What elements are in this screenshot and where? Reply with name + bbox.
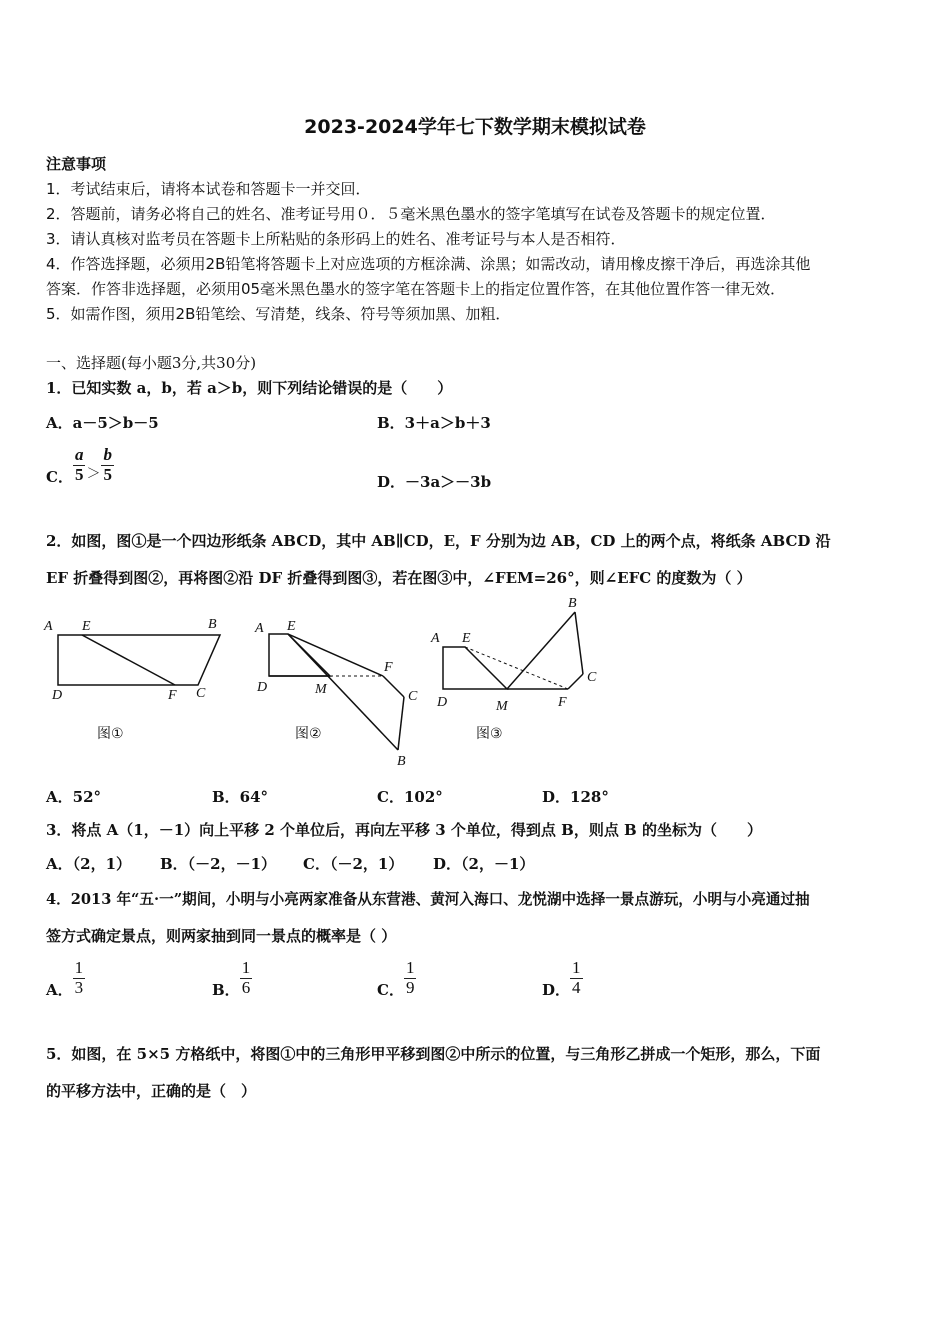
q1-option-a: A．a－5＞b－5 [46,414,159,432]
greater-than-sign: ＞ [86,465,101,482]
unfolded-part [443,647,507,689]
fraction-denominator: 6 [241,978,251,997]
page-title: 2023-2024学年七下数学期末模拟试卷 [304,116,646,138]
label-c: C [196,686,206,701]
q4-option-a [46,957,85,1000]
label-c: C [408,689,418,704]
fraction [73,446,86,484]
q1-option-b: B．3＋a＞b＋3 [377,414,491,432]
edge-cb [398,697,404,750]
dashed-ef [465,647,568,689]
label-f: F [558,695,567,710]
q4-option-d [542,957,583,1000]
label-a: A [44,619,53,634]
notice-item: 2．答题前，请务必将自己的姓名、准考证号用０．５毫米黑色墨水的签字笔填写在试卷及答题卡的规定位置． [46,205,776,223]
label-a: A [431,631,440,646]
fraction-denominator: 4 [572,978,581,997]
figure-caption: 图① [97,726,124,742]
option-label: C． [377,981,404,999]
option-label: B． [212,981,240,999]
q3-option-a: A．（2，1） [46,855,132,873]
section-heading: 一、选择题(每小题3分,共30分) [46,354,257,372]
q4-option-b [212,957,252,1000]
fraction-denominator: 9 [405,978,415,997]
label-a: A [255,621,264,636]
figure-2 [254,619,418,769]
label-f: F [384,660,393,675]
notice-item: 1．考试结束后，请将本试卷和答题卡一并交回． [46,180,371,198]
label-d: D [52,688,63,703]
quadrilateral-abcd [58,635,220,685]
edge-cf [568,674,583,689]
notice-item: 4．作答选择题，必须用2B铅笔将答题卡上对应选项的方框涂满、涂黑；如需改动，请用橡皮擦干净后，再选涂其他 [46,255,811,273]
fold-line-ef [82,635,175,685]
figure-1 [43,617,220,742]
edge-fc [383,676,404,697]
fraction [101,446,114,484]
q3-option-b: B．（－2，－1） [160,855,277,873]
notice-heading: 注意事项 [46,155,107,173]
q3-option-d: D．（2，－1） [433,855,535,873]
question-1-stem: 1．已知实数 a，b，若 a＞b，则下列结论错误的是（ ） [46,379,453,397]
fraction-denominator: 5 [103,465,112,484]
fraction [73,959,86,997]
edge-mb [507,612,575,689]
q2-option-a: A．52° [46,788,102,806]
question-5-line: 的平移方法中，正确的是（ ） [46,1082,257,1100]
label-d: D [437,695,448,710]
q2-option-c: C．102° [377,788,443,806]
figure-caption: 图③ [476,726,503,742]
question-2-line: EF 折叠得到图②，再将图②沿 DF 折叠得到图③，若在图③中，∠FEM=26°，则∠EFC 的度数为（ ） [46,569,752,587]
question-4-line: 4．2013 年“五·一”期间，小明与小亮两家准备从东营港、黄河入海口、龙悦湖中选择一景点游玩，小明与小亮通过抽 [46,891,810,908]
label-d: D [257,680,268,695]
option-label: D． [542,981,571,999]
question-4-line: 签方式确定景点，则两家抽到同一景点的概率是（ ） [46,927,397,945]
label-e: E [462,631,471,646]
label-b: B [568,596,577,611]
q3-option-c: C．（－2，1） [303,855,404,873]
q4-option-c [377,957,416,1000]
label-e: E [82,619,91,634]
q2-option-b: B．64° [212,788,269,806]
q1-option-d: D．－3a＞－3b [377,473,492,491]
question-3-stem: 3．将点 A（1，－1）向上平移 2 个单位后，再向左平移 3 个单位，得到点 B，则点 B 的坐标为（ ） [46,821,762,839]
figure-caption: 图② [295,726,322,742]
q1-option-c [46,444,114,487]
fraction-denominator: 3 [74,978,84,997]
fraction-numerator: 1 [572,958,581,978]
label-b: B [397,754,406,769]
label-c: C [587,670,597,685]
figure-3 [430,596,597,742]
fraction [404,959,417,997]
question-2-line: 2．如图，图①是一个四边形纸条 ABCD，其中 AB∥CD，E，F 分别为边 AB，CD 上的两个点，将纸条 ABCD 沿 [46,532,831,550]
q2-option-d: D．128° [542,788,609,806]
question-5-line: 5．如图，在 5×5 方格纸中，将图①中的三角形甲平移到图②中所示的位置，与三角形乙拼成一个矩形，那么，下面 [46,1045,821,1063]
label-b: B [208,617,217,632]
fold-line-ef [288,634,383,676]
notice-item: 5．如需作图，须用2B铅笔绘、写清楚，线条、符号等须加黑、加粗． [46,305,511,323]
fold-figures [0,590,950,775]
fraction [570,959,583,997]
notice-item: 答案．作答非选择题，必须用05毫米黑色墨水的签字笔在答题卡上的指定位置作答，在其他位置作答一律无效． [46,280,786,298]
q1-option-c-label: C． [46,468,73,486]
label-m: M [315,682,327,697]
fraction-numerator: a [74,445,84,465]
fraction-numerator: 1 [405,958,415,978]
fraction-denominator: 5 [74,465,84,484]
edge-bc [575,612,583,674]
label-m: M [496,699,508,714]
option-label: A． [46,981,73,999]
fraction-numerator: b [103,445,112,465]
fraction-numerator: 1 [241,958,251,978]
fraction [240,959,253,997]
label-e: E [287,619,296,634]
fraction-numerator: 1 [74,958,84,978]
label-f: F [168,688,177,703]
notice-item: 3．请认真核对监考员在答题卡上所粘贴的条形码上的姓名、准考证号与本人是否相符． [46,230,626,248]
